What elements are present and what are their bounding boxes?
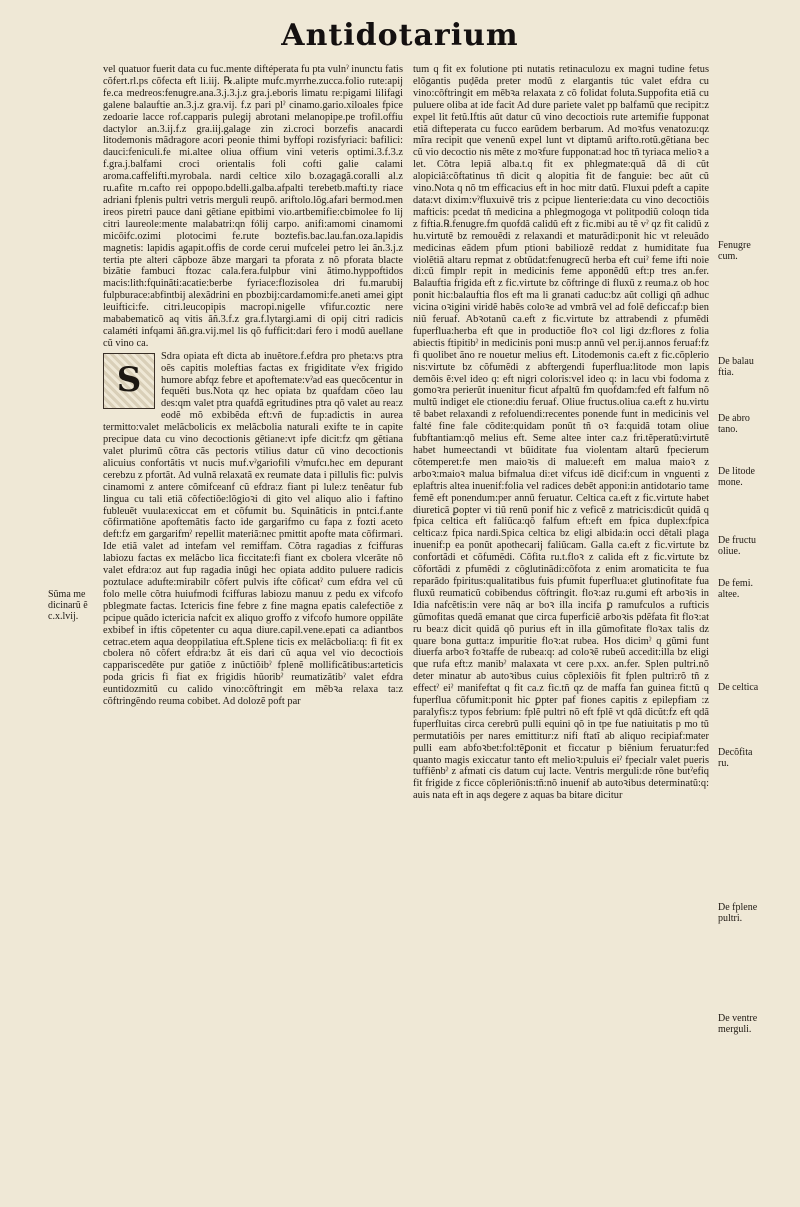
left-paragraph-1: vel quatuor fuerit data cu fuc.mente diftéperata fu pta vulnˀ inunctu fatis cõfert.rl.ps cõfecta eft li.iij. ℞.alipte mufc.myrrhe.zucca.folio rute:apij fe.ca medreos:fenugre.ana.3.j.3.j.z gra.j.eboris limatu re:pigami lilifagi galene balauftie an.3.j.z gra.vij. f.z pari plˀ cinamo.gario.xiloales fpice zedoarie lacce rof.capparis pulegij abrotani melanopipe.pe trofil.offiu dactylor an.3.ij.f.z gra.iij.galage zin zi.croci borzefis anacardi litodemonis mãdragore acori peonie thimi byffopi rozisfyriaci: bafilici: dauci:feniculi.fe mi.altee oliua offium vini veteris optimi.3.f.3.z f.gra.j.balfami croci orientalis foli cofti galie calami aroma.caffelifti.myrobala. nardi celtice xilo b.ozagagã.coralli al.z ru.afite rn.cafto rei oppopo.bdelli.galba.afpalti terebetb.mafti.ty riace adriani fplenis pultri vetris merguli reupõ. ariftolo.lõg.afari bermod.men ireos piretri pauce dani gẽtiane epitbimi vio.artbemifie:cbimolee fo lij citri laureole:mente malabatri:qn fólij carpo. anifi:amomi cinamomi micõifc.ozimi plotocimi fe.rute boztefis.bac.lau.fan.oza.lapidis magnetis: lapidis agapit.offis de corde cerui mufcelei petro lei ãn.3.j.z tertia pte alteri cãpboze ãbze margari ta pforata z nõ pforata blacte bizãtie fambuci ftozac cala.fera.fulpbur vini ãtimo.hyppoftidos macis:lith:fquinãti:acatie:berbe fyriace:flozisolea dri fu.marubij fulpburace:abfintbij alexãdrini en pbozbij:cardamomi:fe.aneti amei gipt leuiftici:fe. citri.leucopipis macropi.nigelle vfifur.coztic nere mababematicõ aq vitis ãñ.3.f.z gra.f.lytargi.ami di opij citri radicis calaméti infqami ãñ.gra.vij.mel lis qõ fufficit:dari fero i modũ auellane cũ vino ca. (103, 64, 403, 349)
margin-note-line: De celtica (718, 682, 759, 693)
left-margin-note-line-1: Sũma me (48, 589, 86, 600)
margin-note-line: Fenugre (718, 240, 751, 251)
margin-note-line: ftia. (718, 367, 734, 378)
right-paragraph-1: tum q fit ex folutione pti nutatis retinaculozu ex magni tudine fetus elõgantis puḍẽda preter modũ z elargantis túc valet efdra cu vino:cõftringit em mẽbꝛa relaxata z cõ folidat foluta.Suppofita etiã cu puluere oliba at ide facit Ad dure pariete valet pp balfamũ que recipit:z expel lit fetũ.Iftis aũt datur cũ vino decoctiois rute artemifie fupponat etiã difteperata cu fucco earũdem berbarum. Ad moꝛfus venatozu:qz mĩra recipit que venenũ expel lunt vt diptamũ arifto.rotũ.gẽtiana bec cũ vio decoctio nis mẽte z moꝛfure fupponat:ad hoc tñ tyriaca melioꝛ a let. Cõtra lepiã alba.t.q fit ex phlegmate:quã dã di cũt alopiciã:cõftatinus tñ dicit q alopitia fit de fanguie: bec aũt cũ vino.Nota q nõ tm efficacius eft in hoc mitr datũ. Fluxui pdeft a capite data:vt dixim:vˀfluxuivẽ tris z pcipue lienterie:data cu vino decoctiõis mafticis: pcedat tñ medicina a phlegmogoga vt politpodiũ coloqn tida z fiftia.℞.fenugre.fm quofdã calidũ eft z fic.mibi au tẽ vˀ qz fit calidũ z hu.virtutẽ bz remouẽdi z relaxandi et maturãdi:ponit hic vt releuãdo medicinas eãdem pfum ptioni babiliozẽ reddat z humiditate fua violẽtiã altaru repmat z obtũdat:fenugrecũ herba eft cuiˀ feme ifti noie di:cũ fimplr repit in medicinis feme apponẽdũ eft:p tres an.fer. Balauftia frigida eft z fic.virtute bz cõftringe di fluxũ z reuma.z ob hoc ponit hic:balauftia flos eft ma li granati caduc:bz aũt colligi qñ adhuc vicina oꝛigini viridẽ habẽs coloꝛe ad vmbrã vel ad folẽ deficcaf:p bien niũ feruaf. Abꝛotanũ ca.eft z fic.virtute bz attrabendi z pfumẽdi fuperflua:herba eft que in productiõe floꝛ col ligi dz:flores z folia abiectis ftipitibˀ in medicinis poni mus:p annũ vel per.ij.annos feruaf:fz fi quolibet ãno re nouetur melius eft. Litodemonis ca.eft z fic.cõplerio nis:virtute bz cõfumẽdi z abftergendi fuperflua:litode mon lapis demõis ẽ:vel ideo q: eft nigri coloris:vel ideo q: in lacu vbi fodoma z gomoꝛra perierũt inuenitur ficut afpaltũ fm quofdam:fed eft falfum nõ multũ indiget ele ctione:diu feruaf. Oliue fructus.oliua ca.eft z hu.virtu tẽ babet relaxandi z refoluendi:recentes ponende funt in medicinis vel falté fine fale cõdite:quidam ponũt tñ oꝛ fa:quidã totam oliue fubftantiam:qõ melius eft. Seme altee inter ca.z fri.tẽperatũ:virtutẽ habet humeectandi vt bũiditate fua violentam altarũ fpecierum cõtemperet:fe men maioꝛis di malue:eft em malua maioꝛ z arboꝛ:maioꝛ malua bifmalua di:et vifcus idẽ dicif:cum in vnguenti z eplaftris altea inuenif:folia vel radices debẽt apponi:in antidotario tame femẽ eft ponendum:per annũ feruatur. Celtica ca.eft z fic.virtute habet diureticã ꝑopter vi tiũ renũ ponif hic z veficẽ z matricis:dicũt quidã q fpica celtica eft faliũca:qõ falfum eft:eft em fpica duplex:fpica celtica:z fpica nardi.Spica celtica bz eligi albida:in occi dẽtali plaga inuenif:p ea ponũt apothecarij faliũcam. Galla ca.eft z fic.virtute bz confortãdi et cõfumẽdi. Cõfita ru.t.floꝛ z calida eft z fic.virtute bz cõfortãdi z pfumẽdi z cõglutinãdi:cõfota z enim aromaticita te fua reparãdo fpiritus:qualitatibus fuis pfumit fuperflua:et glutinofitate fua fluxũ reumaticũ cobibendus cõftringit. floꝛ:az ru.gumi eft arboꝛis in Idia nafcẽtis:in vere nãq ar boꝛ illa incifa ꝑ ramufculos a rufticis gũmofitas quedã emanat que circa fuperficiẽ arboꝛis pdẽfata fit floꝛ:at ru bea:z dicit quidã qõ purius eft in illa gũmofitate floꝛax talis dz quare bona gutta:z impuritie floꝛ:at rubea. Hos dicimˀ q gũmi funt diuerfa arboꝛ foꝛtaffe de rubea:q: ad coloꝛẽ rubeũ accedit:illa bz eligi que rufa eft:z manibˀ malaxata vt cere p.xx. an.fer. Splen pultri.nõ deter minatur ab autoꝛibus cuius cõplexiõis fit fplen pultri:rõ tñ z effectˀ eiˀ manifeftat q fit ca.z fic.tñ qz de maffa fan guinea fit:tũ q fuperflua cõfumit:ponit hic ꝑpter paf fiones capitis z epilepfiam :z paralyfis:z typos febrium: fplẽ pultri nõ eft fplẽ vt qdã dicũt:fz eft qdã fuperfluitas circa cerebrũ pulli equini qõ in tpe fue natiuitatis p mo tũ permutatiõis per nares emittitur:z nifi ftatĩ ab aliquo recipiaf:mater pulli eam abfoꝛbet:fol:tẽꝑonit et ficcatur p biẽnium feruatur:fed quanto magis exiccatur tanto eft melioꝛ:puluis eiˀ fpecialr valet pueris tuffiẽnbˀ z afmati cis datum cuj lacte. Ventris merguli:de rõne butˀefiq fit frigide z ficce cõpleriõnis:tñ:nõ inuenif ab autoꝛibus determinatũ:q: auis nata eft in aqs degere z aquas ba bitare dicitur (413, 64, 709, 802)
margin-note-line: De fplene (718, 902, 758, 913)
margin-note-line: De femi. (718, 578, 753, 589)
margin-note-line: mone. (718, 477, 743, 488)
margin-note-line: tano. (718, 424, 738, 435)
margin-note-line: De fructu (718, 535, 757, 546)
margin-note-fenugrecum (718, 240, 751, 262)
margin-note-splene-pultri (718, 902, 757, 924)
margin-note-abrotano (718, 413, 750, 435)
margin-note-line: De abro (718, 413, 750, 424)
margin-note-litodemone (718, 466, 755, 488)
margin-note-line: Decõfita (718, 747, 753, 758)
left-text-column (103, 64, 403, 709)
woodcut-initial-letter: S (103, 353, 155, 409)
margin-note-confita (718, 747, 752, 769)
margin-note-line: oliue. (718, 546, 741, 557)
right-text-column (413, 64, 709, 803)
left-margin-note-line-3: c.x.lvij. (48, 611, 79, 622)
margin-note-line: merguli. (718, 1024, 752, 1035)
left-paragraph-2: Sdra opiata eft dicta ab inuẽtore.f.efdra pro pheta:vs ptra oẽs capitis moleftias factas ex frigiditate vˀex frigido humore abfqz febre et apoftemate:vˀad eas quecõcentur in fequẽti bus.Nota qz hec opiata bz quafdam cõeo lau des:qm valet ptra quafdã egritudines ptra qõ valet au rea:z eodẽ mõ exbibẽda eft:vñ de fup:adictis in aurea termitto:valet melãcbolicis ex melãcbolia naturali exifte te in capite precipue data cu vino decoctionis gẽtiane:vt ipfe dicit:fz qm gẽtiana valet plurimũ cõtra cãs pectoris vtilius datur cũ vino decoctionis alicuius confortãtis vt nucis muf.vˀgariofili vˀmufcı.hec em depurant cerebzu z pfortãt. Ad vulnã relaxatã ex reumate data i pillulis fic: pulvis cinamomi z antere cõmifceanf cũ efdra:z fiant pi lule:z tenẽatur fub lingua cu tali etiã cõfectiõe:lõgioꝛi di gito vel aliquo alio i faftino fubleuẽt vuula:exiccat em et cõfumit bu. Squinãticis in pntci.f.ante cõfirmatiõne apoftemãtis facto ide gargarifmo cu fapa z fozti aceto deft:fz em gargarifmˀ repellit materiã:nec pmittit apofte mata cõfirmari. Ide etiã valet ad intefam vel remiffam. Cõtra ragadias z fciffuras labiozu factas ex melãcbo lica ficcitate:fi fiant ex cbolera vlcerãte nõ valet efdra:oz aut fup ragadia inũgi hec opiata addito puluere radicis poztulace adufte:mirabilr cõfert pulvis ifte cõficatˀ cum efdra vel cũ folo melle cõtra huiufmodi fciffuras labiozu manuu z pedu ex vifcofo pblegmate factas. Ictericis fine febre z fine magna epatis calefectiõe z pcipue quãdo ictericia nafcit ex aliquo groffo z vifcofo humore oppilãte exbibef in iftis cõpetenter cu aqua diure.capil.vene.epati ca adiantbos cetrac.etem aqua deoppilatiua eft.Splene ticis ex melãcbolia:q: fi fit ex cbolera nõ cõfert efdra:bz ãt eis dari cũ aqua vel vio decoctiois cappariscedẽte pur gatiõe z inũctiõibˀ fplenẽ mollificãtibus:arteticis poda gricis fi fiat ex frigidis hũoribˀ reumatizãtibˀ valet efdra euntidozmitũ cu calido vino:cõftringit em mẽbꝛa relaxa ta:z cõftringẽndo reuma cobibet. Ad dolozẽ poft par (103, 350, 403, 708)
margin-note-balaustia (718, 356, 754, 378)
margin-note-line: De balau (718, 356, 754, 367)
margin-note-line: De ventre (718, 1013, 758, 1024)
margin-note-semi-altee (718, 578, 753, 600)
margin-note-line: pultri. (718, 913, 743, 924)
margin-note-fructu-oliue (718, 535, 756, 557)
margin-note-line: De litode (718, 466, 755, 477)
margin-note-ventre-merguli (718, 1013, 757, 1035)
margin-note-line: altee. (718, 589, 740, 600)
left-margin-note-line-2: dicinarũ ẽ (48, 600, 88, 611)
left-margin-note (48, 589, 88, 622)
margin-note-line: ru. (718, 758, 729, 769)
page-header-title: Antidotarium (281, 18, 519, 53)
margin-note-line: cum. (718, 251, 738, 262)
margin-note-celtica (718, 682, 758, 693)
